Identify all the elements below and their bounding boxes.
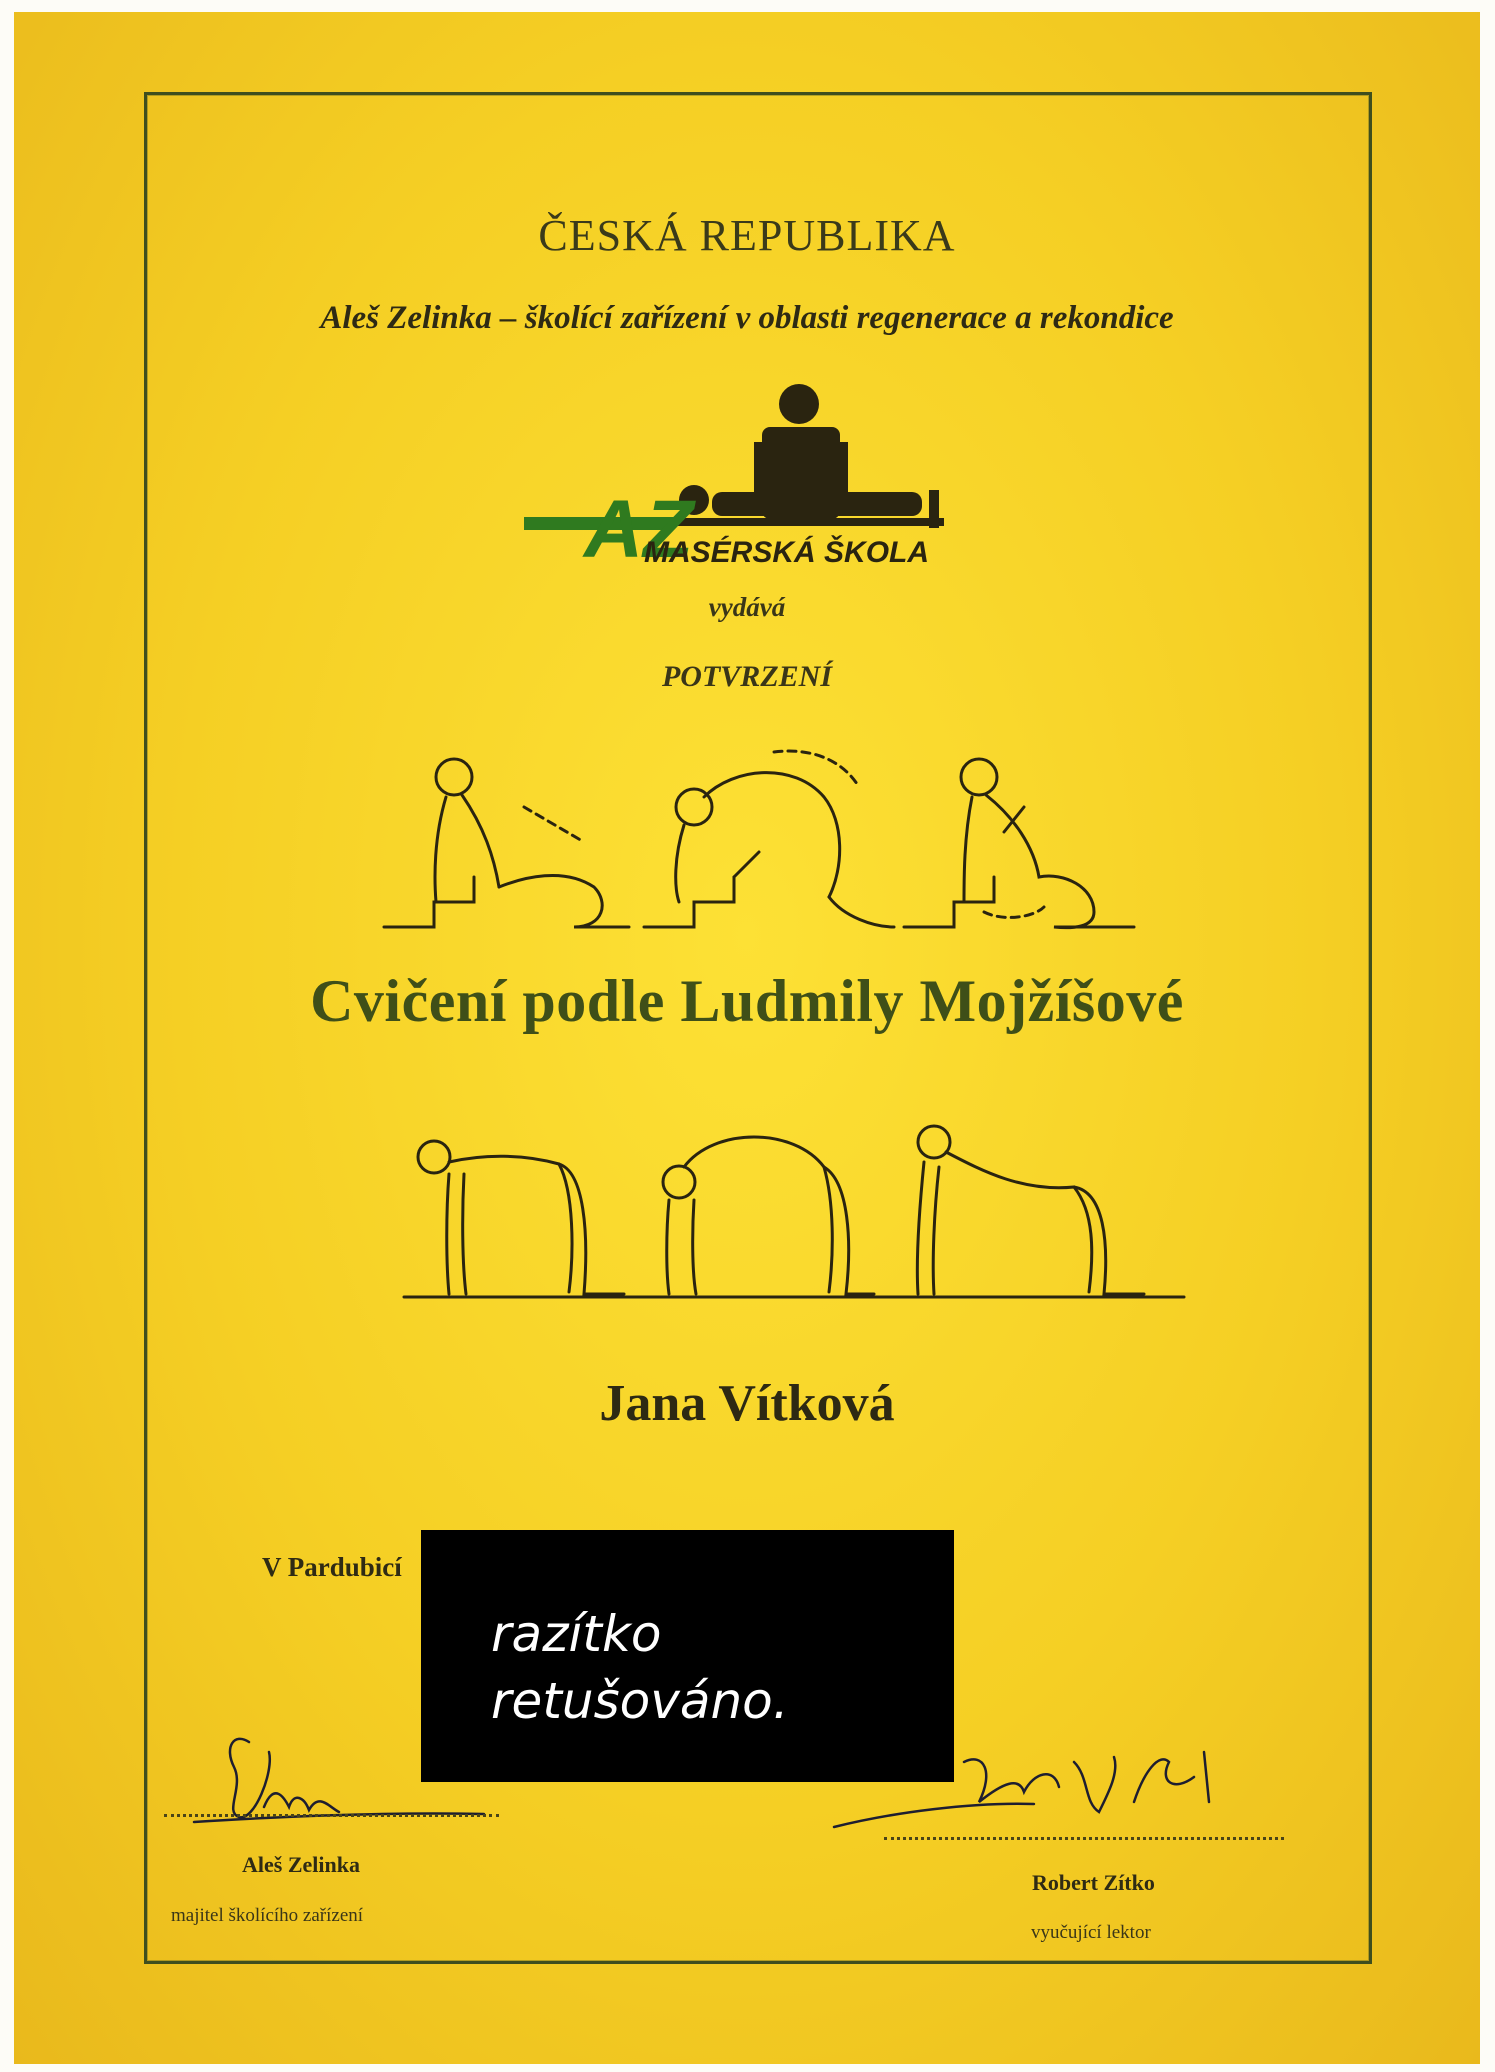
massage-logo-icon — [524, 382, 994, 577]
signature-right — [814, 1732, 1314, 1852]
institution-subtitle: Aleš Zelinka – školící zařízení v oblasti regenerace a rekondice — [320, 300, 1174, 336]
issue-place: V Pardubicí — [262, 1552, 402, 1582]
redaction-line2: retušováno. — [491, 1672, 789, 1730]
signer-left-role: majitel školícího zařízení — [171, 1905, 364, 1926]
signature-line-left — [164, 1814, 499, 1817]
exercise-illustration-row1 — [374, 737, 1154, 962]
signer-left-name: Aleš Zelinka — [242, 1852, 360, 1877]
exercise-illustration-row2 — [394, 1112, 1194, 1322]
country-heading: ČESKÁ REPUBLIKA — [538, 211, 956, 260]
certificate-paper — [14, 12, 1480, 2064]
signer-right-name: Robert Zítko — [1032, 1870, 1155, 1895]
signature-line-right — [884, 1837, 1284, 1840]
signer-right-role: vyučující lektor — [1031, 1922, 1151, 1943]
logo-text: MASÉRSKÁ ŠKOLA — [644, 536, 930, 569]
redaction-line1: razítko — [491, 1605, 662, 1663]
recipient-name: Jana Vítková — [599, 1375, 895, 1432]
logo-letters: AZ — [584, 484, 694, 575]
school-logo — [524, 382, 994, 577]
document-type: POTVRZENÍ — [661, 660, 832, 693]
exercise-figures-step-icon — [374, 737, 1154, 962]
course-title: Cvičení podle Ludmily Mojžíšové — [310, 968, 1184, 1034]
exercise-figures-cat-icon — [394, 1112, 1194, 1322]
issues-label: vydává — [708, 592, 786, 622]
signature-left — [154, 1712, 514, 1842]
